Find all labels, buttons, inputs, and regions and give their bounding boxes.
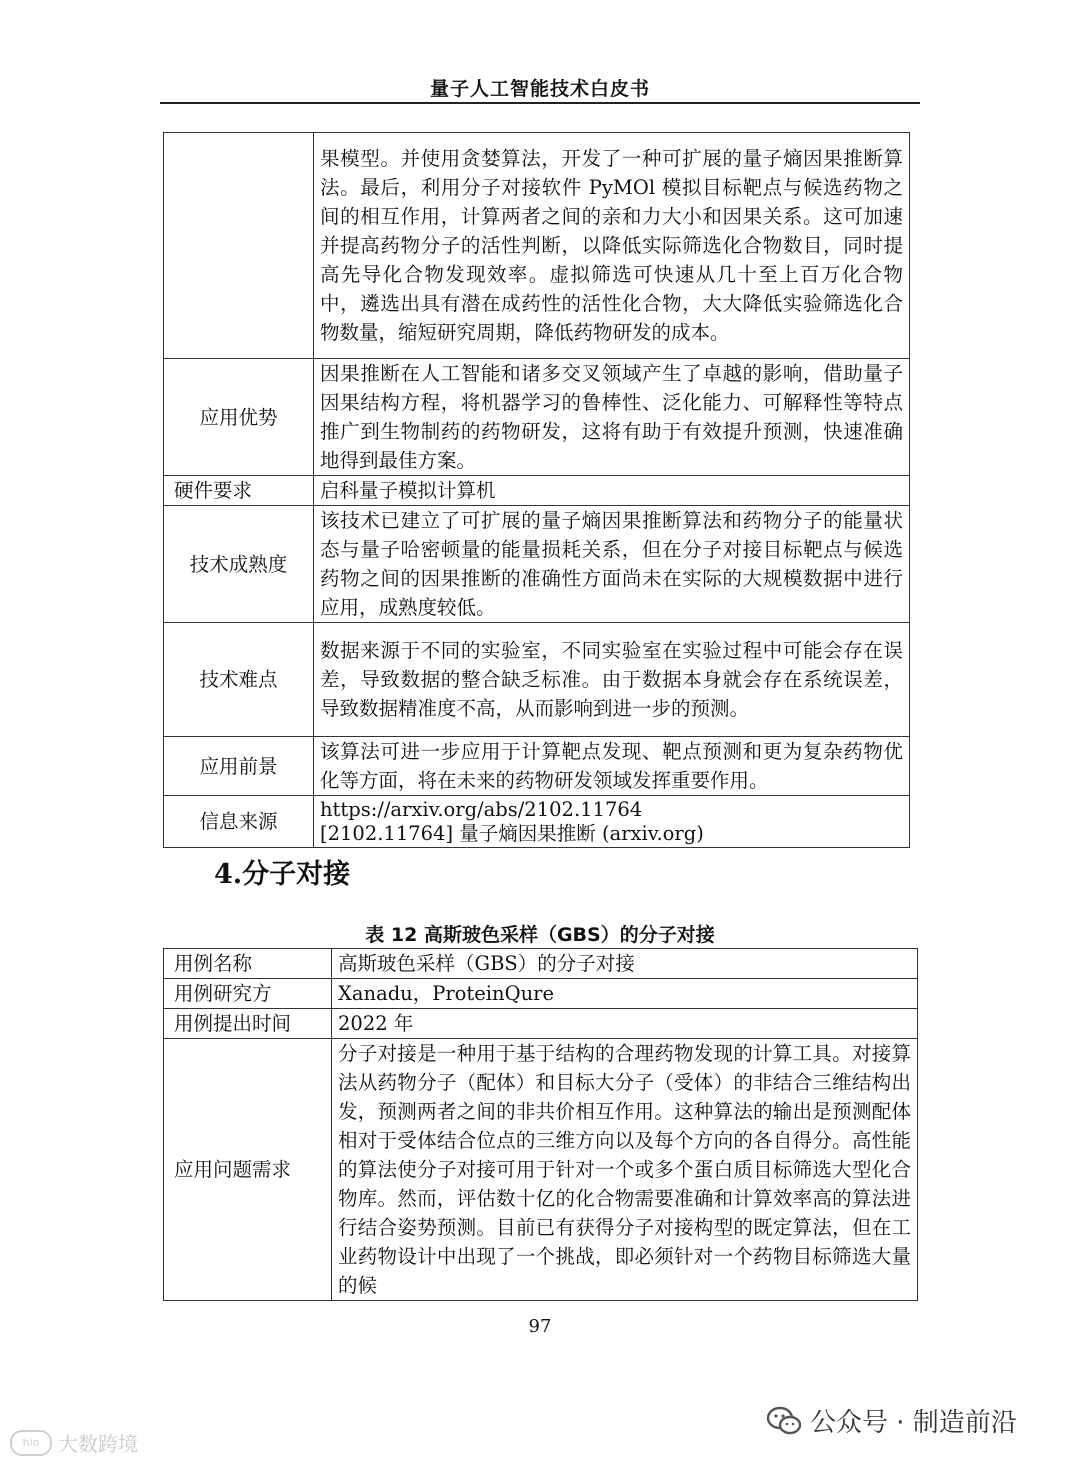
- source-link-title[interactable]: [2102.11764] 量子熵因果推断 (arxiv.org): [320, 821, 704, 845]
- row-content: 该算法可进一步应用于计算靶点发现、靶点预测和更为复杂药物优化等方面，将在未来的药物研发领域发挥重要作用。: [314, 737, 910, 796]
- row-label: 应用问题需求: [164, 1039, 332, 1301]
- table-row: [164, 506, 910, 623]
- row-content: 高斯玻色采样（GBS）的分子对接: [332, 949, 918, 979]
- header-title: 量子人工智能技术白皮书: [429, 78, 650, 100]
- table-row: [164, 737, 910, 796]
- watermark-right-text: 公众号 · 制造前沿: [810, 1408, 1017, 1438]
- row-content: Xanadu，ProteinQure: [332, 979, 918, 1009]
- watermark-left-text: 大数跨境: [58, 1432, 138, 1456]
- table-row: [164, 1009, 918, 1039]
- table-caption: 表 12 高斯玻色采样（GBS）的分子对接: [365, 924, 715, 946]
- table-row: [164, 796, 910, 848]
- source-link[interactable]: https://arxiv.org/abs/2102.11764: [320, 797, 643, 821]
- table-row: [164, 1039, 918, 1301]
- row-content: 该技术已建立了可扩展的量子熵因果推断算法和药物分子的能量状态与量子哈密顿量的能量损耗关系，但在分子对接目标靶点与候选药物之间的因果推断的准确性方面尚未在实际的大规模数据中进行应用，成熟度较低。: [314, 506, 910, 623]
- section-heading: 4.分子对接: [214, 859, 351, 890]
- table-row: [164, 949, 918, 979]
- row-label: 硬件要求: [164, 476, 314, 506]
- table-row: [164, 979, 918, 1009]
- row-label: 用例名称: [164, 949, 332, 979]
- row-label: 用例研究方: [164, 979, 332, 1009]
- page-number: 97: [528, 1316, 552, 1337]
- row-content: 数据来源于不同的实验室，不同实验室在实验过程中可能会存在误差，导致数据的整合缺乏标准。由于数据本身就会存在系统误差，导致数据精准度不高，从而影响到进一步的预测。: [314, 623, 910, 737]
- row-content: 因果推断在人工智能和诸多交叉领域产生了卓越的影响，借助量子因果结构方程，将机器学习的鲁棒性、泛化能力、可解释性等特点推广到生物制药的药物研发，这将有助于有效提升预测，快速准确地得到最佳方案。: [314, 359, 910, 476]
- use-case-table-continued: [163, 132, 910, 848]
- table-row: [164, 359, 910, 476]
- row-label: [164, 133, 314, 359]
- header-rule: [160, 102, 920, 104]
- row-label: 应用前景: [164, 737, 314, 796]
- table-row: [164, 476, 910, 506]
- wechat-icon: [766, 1405, 802, 1437]
- row-content: 启科量子模拟计算机: [314, 476, 910, 506]
- row-label: 技术成熟度: [164, 506, 314, 623]
- row-content: 果模型。并使用贪婪算法，开发了一种可扩展的量子熵因果推断算法。最后，利用分子对接软件 PyMOl 模拟目标靶点与候选药物之间的相互作用，计算两者之间的亲和力大小和因果关系。这可加速并提高药物分子的活性判断，以降低实际筛选化合物数目，同时提高先导化合物发现效率。虚拟筛选可快速从几十至上百万化合物中，遴选出具有潜在成药性的活性化合物，大大降低实验筛选化合物数量，缩短研究周期，降低药物研发的成本。: [314, 133, 910, 359]
- row-content: 分子对接是一种用于基于结构的合理药物发现的计算工具。对接算法从药物分子（配体）和目标大分子（受体）的非结合三维结构出发，预测两者之间的非共价相互作用。这种算法的输出是预测配体相对于受体结合位点的三维方向以及每个方向的各自得分。高性能的算法使分子对接可用于针对一个或多个蛋白质目标筛选大型化合物库。然而，评估数十亿的化合物需要准确和计算效率高的算法进行结合姿势预测。目前已有获得分子对接构型的既定算法，但在工业药物设计中出现了一个挑战，即必须针对一个药物目标筛选大量的候: [332, 1039, 918, 1301]
- row-label: 用例提出时间: [164, 1009, 332, 1039]
- row-label: 技术难点: [164, 623, 314, 737]
- watermark-right: [766, 1402, 1017, 1439]
- table-row: [164, 133, 910, 359]
- row-label: 应用优势: [164, 359, 314, 476]
- row-label: 信息来源: [164, 796, 314, 848]
- use-case-table-gbs: [163, 948, 918, 1301]
- watermark-logo: hio: [10, 1430, 52, 1456]
- row-content: 2022 年: [332, 1009, 918, 1039]
- watermark-left: [10, 1428, 138, 1457]
- source-cell: [314, 796, 910, 848]
- table-row: [164, 623, 910, 737]
